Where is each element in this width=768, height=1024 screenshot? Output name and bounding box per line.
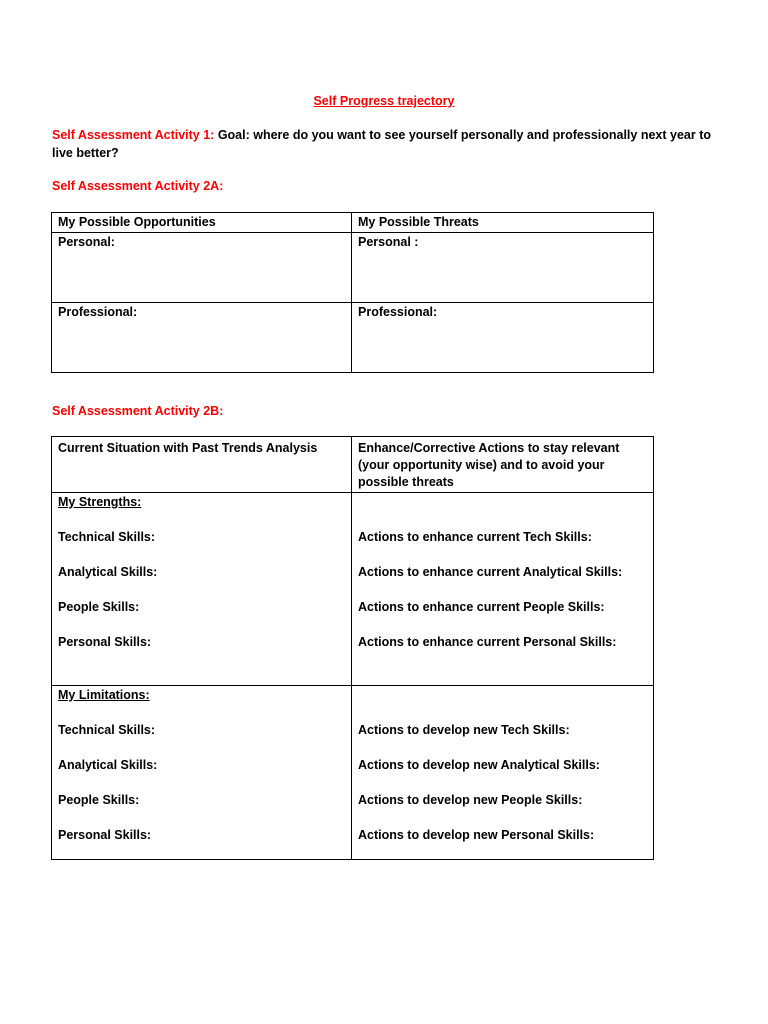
situation-actions-table <box>51 436 654 860</box>
opportunities-personal-cell: Personal: <box>52 233 352 303</box>
activity-2a-heading: Self Assessment Activity 2A: <box>52 179 224 193</box>
activity-2b-heading: Self Assessment Activity 2B: <box>52 404 224 418</box>
opportunities-threats-table <box>51 212 654 373</box>
opportunities-header: My Possible Opportunities <box>52 213 352 233</box>
situation-header: Current Situation with Past Trends Analysis <box>52 437 352 493</box>
activity-1-paragraph <box>52 126 712 162</box>
opportunities-professional-cell: Professional: <box>52 303 352 373</box>
page-title: Self Progress trajectory <box>313 94 455 108</box>
enhance-analytical-actions: Actions to enhance current Analytical Skills: <box>358 565 623 579</box>
strengths-technical: Technical Skills: <box>58 530 156 544</box>
develop-people-actions: Actions to develop new People Skills: <box>358 793 583 807</box>
limitations-technical: Technical Skills: <box>58 723 156 737</box>
threats-professional-cell: Professional: <box>352 303 654 373</box>
limitations-actions-cell <box>352 686 654 860</box>
limitations-personal: Personal Skills: <box>58 828 152 842</box>
strengths-heading: My Strengths: <box>58 495 142 509</box>
strengths-people: People Skills: <box>58 600 140 614</box>
activity-1-label: Self Assessment Activity 1: <box>52 128 215 142</box>
actions-header: Enhance/Corrective Actions to stay relevant (your opportunity wise) and to avoid your possible threats <box>352 437 654 493</box>
strengths-personal: Personal Skills: <box>58 635 152 649</box>
limitations-heading: My Limitations: <box>58 688 150 702</box>
enhance-people-actions: Actions to enhance current People Skills: <box>358 600 605 614</box>
limitations-analytical: Analytical Skills: <box>58 758 158 772</box>
develop-personal-actions: Actions to develop new Personal Skills: <box>358 828 595 842</box>
enhance-personal-actions: Actions to enhance current Personal Skills: <box>358 635 617 649</box>
threats-personal-cell: Personal : <box>352 233 654 303</box>
limitations-people: People Skills: <box>58 793 140 807</box>
develop-tech-actions: Actions to develop new Tech Skills: <box>358 723 570 737</box>
strengths-actions-cell <box>352 493 654 686</box>
strengths-analytical: Analytical Skills: <box>58 565 158 579</box>
threats-header: My Possible Threats <box>352 213 654 233</box>
enhance-tech-actions: Actions to enhance current Tech Skills: <box>358 530 592 544</box>
limitations-cell <box>52 686 352 860</box>
strengths-cell <box>52 493 352 686</box>
activity-1-text: Goal: where do you want to see yourself personally and professionally next year to live better? <box>52 128 711 160</box>
develop-analytical-actions: Actions to develop new Analytical Skills: <box>358 758 600 772</box>
